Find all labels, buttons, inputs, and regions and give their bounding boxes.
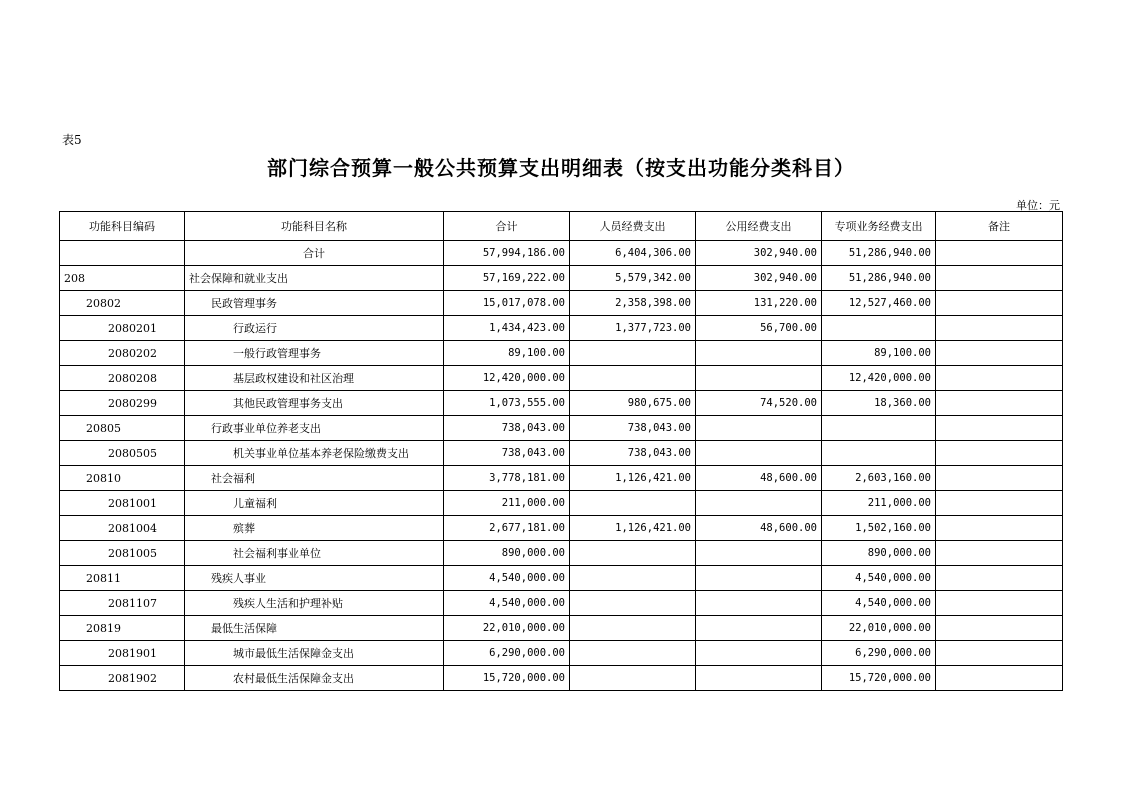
cell-code: 2080201 bbox=[60, 316, 185, 341]
header-name: 功能科目名称 bbox=[185, 212, 444, 241]
cell-note bbox=[936, 591, 1063, 616]
cell-special: 4,540,000.00 bbox=[822, 566, 936, 591]
cell-name: 一般行政管理事务 bbox=[185, 341, 444, 366]
table-row bbox=[60, 266, 1063, 291]
cell-code: 20810 bbox=[60, 466, 185, 491]
cell-note bbox=[936, 641, 1063, 666]
header-public: 公用经费支出 bbox=[696, 212, 822, 241]
cell-name: 儿童福利 bbox=[185, 491, 444, 516]
cell-code: 20805 bbox=[60, 416, 185, 441]
cell-personnel: 2,358,398.00 bbox=[570, 291, 696, 316]
cell-total: 890,000.00 bbox=[444, 541, 570, 566]
cell-total: 12,420,000.00 bbox=[444, 366, 570, 391]
cell-total: 4,540,000.00 bbox=[444, 591, 570, 616]
cell-personnel bbox=[570, 566, 696, 591]
cell-name: 残疾人生活和护理补贴 bbox=[185, 591, 444, 616]
cell-public bbox=[696, 491, 822, 516]
cell-code: 2080299 bbox=[60, 391, 185, 416]
cell-personnel bbox=[570, 341, 696, 366]
cell-public: 48,600.00 bbox=[696, 466, 822, 491]
cell-personnel: 738,043.00 bbox=[570, 416, 696, 441]
cell-personnel bbox=[570, 641, 696, 666]
cell-public bbox=[696, 366, 822, 391]
cell-public bbox=[696, 441, 822, 466]
cell-code: 2080202 bbox=[60, 341, 185, 366]
cell-personnel: 1,126,421.00 bbox=[570, 516, 696, 541]
cell-code: 208 bbox=[60, 266, 185, 291]
table-row bbox=[60, 291, 1063, 316]
table-number: 表5 bbox=[62, 133, 82, 147]
page-title: 部门综合预算一般公共预算支出明细表（按支出功能分类科目） bbox=[267, 156, 855, 180]
cell-public bbox=[696, 641, 822, 666]
cell-personnel bbox=[570, 591, 696, 616]
cell-total: 2,677,181.00 bbox=[444, 516, 570, 541]
table-row bbox=[60, 566, 1063, 591]
cell-name: 基层政权建设和社区治理 bbox=[185, 366, 444, 391]
cell-code: 2081902 bbox=[60, 666, 185, 691]
cell-special: 211,000.00 bbox=[822, 491, 936, 516]
table-row bbox=[60, 641, 1063, 666]
header-total: 合计 bbox=[444, 212, 570, 241]
cell-total: 1,073,555.00 bbox=[444, 391, 570, 416]
cell-note bbox=[936, 441, 1063, 466]
cell-note bbox=[936, 341, 1063, 366]
cell-name: 民政管理事务 bbox=[185, 291, 444, 316]
cell-note bbox=[936, 416, 1063, 441]
cell-code: 2081004 bbox=[60, 516, 185, 541]
cell-name: 农村最低生活保障金支出 bbox=[185, 666, 444, 691]
cell-note bbox=[936, 316, 1063, 341]
budget-table bbox=[59, 211, 1063, 691]
cell-personnel bbox=[570, 366, 696, 391]
table-row bbox=[60, 591, 1063, 616]
table-row bbox=[60, 541, 1063, 566]
header-code: 功能科目编码 bbox=[60, 212, 185, 241]
cell-special bbox=[822, 316, 936, 341]
cell-note bbox=[936, 466, 1063, 491]
cell-code bbox=[60, 241, 185, 266]
cell-name: 机关事业单位基本养老保险缴费支出 bbox=[185, 441, 444, 466]
cell-public: 302,940.00 bbox=[696, 241, 822, 266]
cell-public bbox=[696, 541, 822, 566]
cell-public: 56,700.00 bbox=[696, 316, 822, 341]
cell-total: 57,994,186.00 bbox=[444, 241, 570, 266]
cell-public: 131,220.00 bbox=[696, 291, 822, 316]
table-body bbox=[60, 241, 1063, 691]
cell-name: 残疾人事业 bbox=[185, 566, 444, 591]
cell-total: 89,100.00 bbox=[444, 341, 570, 366]
cell-special: 15,720,000.00 bbox=[822, 666, 936, 691]
cell-name: 社会福利事业单位 bbox=[185, 541, 444, 566]
cell-code: 2081005 bbox=[60, 541, 185, 566]
cell-personnel: 1,377,723.00 bbox=[570, 316, 696, 341]
cell-code: 20811 bbox=[60, 566, 185, 591]
cell-public bbox=[696, 616, 822, 641]
cell-name: 社会福利 bbox=[185, 466, 444, 491]
cell-personnel: 5,579,342.00 bbox=[570, 266, 696, 291]
cell-personnel bbox=[570, 616, 696, 641]
cell-personnel: 6,404,306.00 bbox=[570, 241, 696, 266]
table-row bbox=[60, 616, 1063, 641]
cell-name: 社会保障和就业支出 bbox=[185, 266, 444, 291]
table-row bbox=[60, 516, 1063, 541]
header-note: 备注 bbox=[936, 212, 1063, 241]
cell-special: 51,286,940.00 bbox=[822, 241, 936, 266]
cell-code: 2080208 bbox=[60, 366, 185, 391]
cell-total: 22,010,000.00 bbox=[444, 616, 570, 641]
cell-total: 57,169,222.00 bbox=[444, 266, 570, 291]
cell-special: 22,010,000.00 bbox=[822, 616, 936, 641]
table-row bbox=[60, 416, 1063, 441]
cell-special: 51,286,940.00 bbox=[822, 266, 936, 291]
cell-note bbox=[936, 616, 1063, 641]
cell-public bbox=[696, 341, 822, 366]
cell-special: 18,360.00 bbox=[822, 391, 936, 416]
cell-total: 1,434,423.00 bbox=[444, 316, 570, 341]
cell-special: 890,000.00 bbox=[822, 541, 936, 566]
cell-total: 15,017,078.00 bbox=[444, 291, 570, 316]
table-row bbox=[60, 241, 1063, 266]
cell-total: 3,778,181.00 bbox=[444, 466, 570, 491]
cell-public: 302,940.00 bbox=[696, 266, 822, 291]
cell-note bbox=[936, 566, 1063, 591]
cell-special: 2,603,160.00 bbox=[822, 466, 936, 491]
cell-special: 89,100.00 bbox=[822, 341, 936, 366]
table-row bbox=[60, 316, 1063, 341]
cell-public bbox=[696, 416, 822, 441]
cell-total: 738,043.00 bbox=[444, 416, 570, 441]
cell-total: 211,000.00 bbox=[444, 491, 570, 516]
cell-code: 20802 bbox=[60, 291, 185, 316]
cell-note bbox=[936, 266, 1063, 291]
cell-note bbox=[936, 291, 1063, 316]
cell-code: 2081107 bbox=[60, 591, 185, 616]
cell-special bbox=[822, 416, 936, 441]
cell-personnel: 738,043.00 bbox=[570, 441, 696, 466]
cell-name: 其他民政管理事务支出 bbox=[185, 391, 444, 416]
cell-public: 74,520.00 bbox=[696, 391, 822, 416]
cell-note bbox=[936, 241, 1063, 266]
cell-special: 6,290,000.00 bbox=[822, 641, 936, 666]
table-row bbox=[60, 341, 1063, 366]
cell-total: 6,290,000.00 bbox=[444, 641, 570, 666]
table-row bbox=[60, 491, 1063, 516]
cell-note bbox=[936, 491, 1063, 516]
cell-note bbox=[936, 366, 1063, 391]
cell-special: 12,420,000.00 bbox=[822, 366, 936, 391]
cell-name: 城市最低生活保障金支出 bbox=[185, 641, 444, 666]
cell-personnel bbox=[570, 491, 696, 516]
cell-note bbox=[936, 516, 1063, 541]
cell-personnel: 1,126,421.00 bbox=[570, 466, 696, 491]
cell-code: 20819 bbox=[60, 616, 185, 641]
cell-name: 最低生活保障 bbox=[185, 616, 444, 641]
cell-name: 行政运行 bbox=[185, 316, 444, 341]
cell-code: 2080505 bbox=[60, 441, 185, 466]
header-personnel: 人员经费支出 bbox=[570, 212, 696, 241]
cell-special: 4,540,000.00 bbox=[822, 591, 936, 616]
cell-code: 2081901 bbox=[60, 641, 185, 666]
cell-note bbox=[936, 391, 1063, 416]
unit-label: 单位：元 bbox=[1016, 199, 1060, 212]
table-header-row bbox=[60, 212, 1063, 241]
table-row bbox=[60, 666, 1063, 691]
cell-personnel bbox=[570, 541, 696, 566]
header-special: 专项业务经费支出 bbox=[822, 212, 936, 241]
cell-total: 738,043.00 bbox=[444, 441, 570, 466]
cell-special: 1,502,160.00 bbox=[822, 516, 936, 541]
cell-code: 2081001 bbox=[60, 491, 185, 516]
cell-note bbox=[936, 541, 1063, 566]
cell-personnel bbox=[570, 666, 696, 691]
cell-total: 4,540,000.00 bbox=[444, 566, 570, 591]
table-row bbox=[60, 466, 1063, 491]
cell-public: 48,600.00 bbox=[696, 516, 822, 541]
table-row bbox=[60, 441, 1063, 466]
cell-name: 殡葬 bbox=[185, 516, 444, 541]
table-row bbox=[60, 366, 1063, 391]
cell-name: 合计 bbox=[185, 241, 444, 266]
cell-name: 行政事业单位养老支出 bbox=[185, 416, 444, 441]
cell-special bbox=[822, 441, 936, 466]
cell-personnel: 980,675.00 bbox=[570, 391, 696, 416]
cell-special: 12,527,460.00 bbox=[822, 291, 936, 316]
cell-public bbox=[696, 566, 822, 591]
table-row bbox=[60, 391, 1063, 416]
cell-note bbox=[936, 666, 1063, 691]
cell-total: 15,720,000.00 bbox=[444, 666, 570, 691]
cell-public bbox=[696, 666, 822, 691]
cell-public bbox=[696, 591, 822, 616]
